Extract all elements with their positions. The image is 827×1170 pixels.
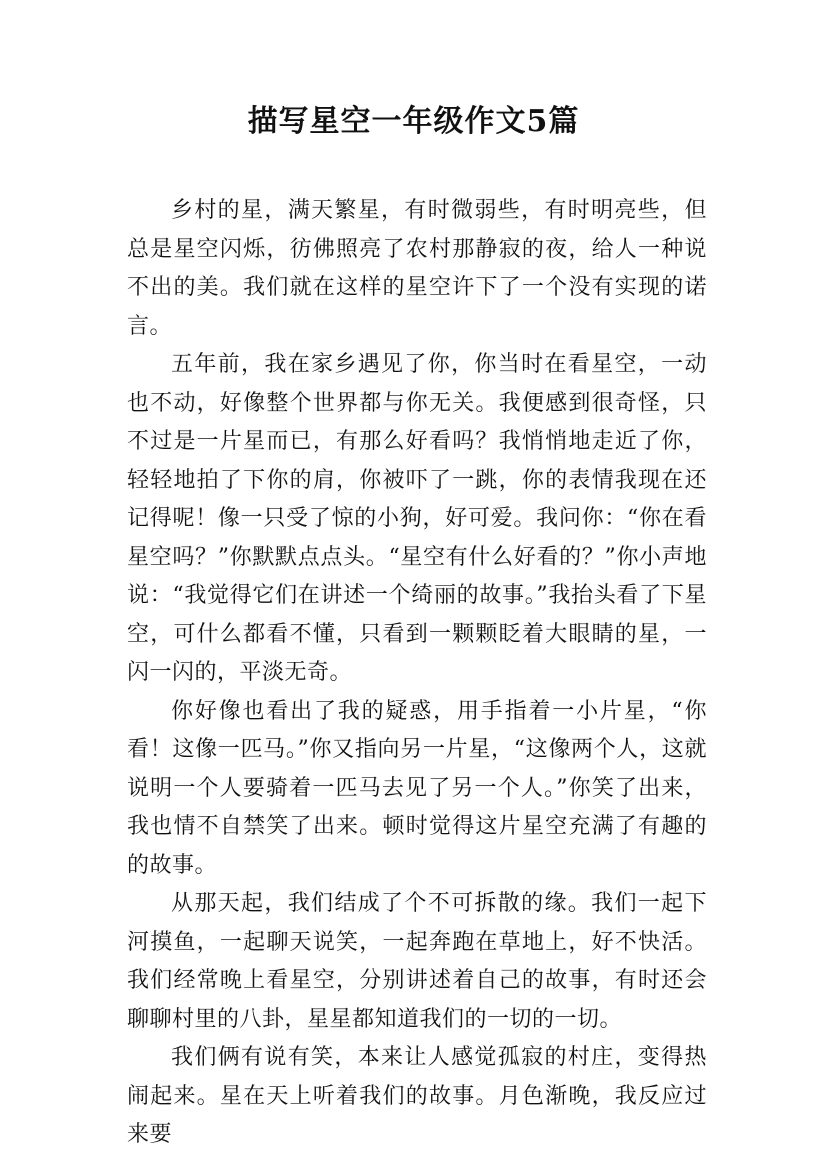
document-title: 描写星空一年级作文5篇 bbox=[247, 104, 580, 139]
paragraph-4: 从那天起，我们结成了个不可拆散的缘。我们一起下河摸鱼，一起聊天说笑，一起奔跑在草地上，好不快活。我们经常晚上看星空，分别讲述着自己的故事，有时还会聊聊村里的八卦，星星都知道我们的一切的一切。 bbox=[127, 891, 707, 1032]
paragraph-3: 你好像也看出了我的疑惑，用手指着一小片星，“你看！这像一匹马。”你又指向另一片星，“这像两个人，这就说明一个人要骑着一匹马去见了另一个人。”你笑了出来，我也情不自禁笑了出来。顿时觉得这片星空充满了有趣的的故事。 bbox=[127, 698, 707, 878]
paragraph-5: 我们俩有说有笑，本来让人感觉孤寂的村庄，变得热闹起来。星在天上听着我们的故事。月色渐晚，我反应过来要 bbox=[127, 1045, 707, 1147]
paragraph-1: 乡村的星，满天繁星，有时微弱些，有时明亮些，但总是星空闪烁，彷佛照亮了农村那静寂的夜，给人一种说不出的美。我们就在这样的星空许下了一个没有实现的诺言。 bbox=[127, 198, 707, 339]
document-body bbox=[127, 192, 707, 1155]
paragraph-2: 五年前，我在家乡遇见了你，你当时在看星空，一动也不动，好像整个世界都与你无关。我便感到很奇怪，只不过是一片星而已，有那么好看吗？我悄悄地走近了你，轻轻地拍了下你的肩，你被吓了一跳，你的表情我现在还记得呢！像一只受了惊的小狗，好可爱。我问你：“你在看星空吗？”你默默点点头。“星空有什么好看的？”你小声地说：“我觉得它们在讲述一个绮丽的故事。”我抬头看了下星空，可什么都看不懂，只看到一颗颗眨着大眼睛的星，一闪一闪的，平淡无奇。 bbox=[127, 352, 707, 685]
